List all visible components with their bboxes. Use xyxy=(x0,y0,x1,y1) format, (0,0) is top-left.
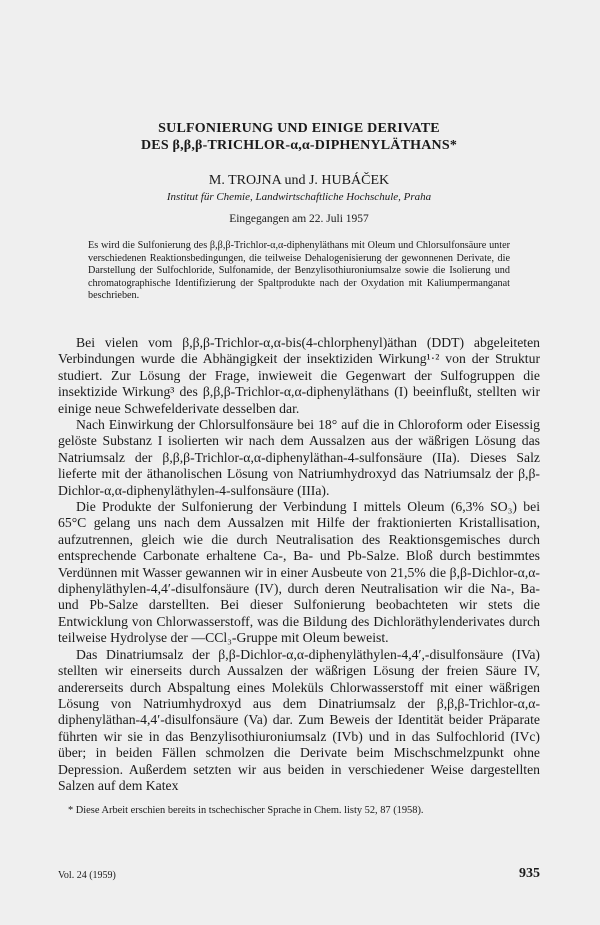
volume-label: Vol. 24 (1959) xyxy=(58,870,116,881)
article-title xyxy=(58,120,540,154)
title-line-1: SULFONIERUNG UND EINIGE DERIVATE xyxy=(158,121,440,136)
received-date: Eingegangen am 22. Juli 1957 xyxy=(229,213,369,225)
paragraph-1: Bei vielen vom β,β,β-Trichlor-α,α-bis(4-chlorphenyl)äthan (DDT) abgeleiteten Verbindungen wurde die Abhängigkeit der insektiziden Wirkung¹·² von der Struktur studiert. Zur Lösung der Frage, inwieweit die Gegenwart der Sulfogruppen die insektizide Wirkung³ des β,β,β-Trichlor-α,α-diphenyläthans (I) beeinflußt, stellten wir einige neue Schwefelderivate desselben dar. xyxy=(58,334,540,416)
article-page xyxy=(58,120,540,817)
page-footer xyxy=(58,866,540,886)
body-text xyxy=(58,335,540,794)
paragraph-4: Das Dinatriumsalz der β,β-Dichlor-α,α-diphenyläthylen-4,4′,-disulfonsäure (IVa) stellten wir einerseits durch Aussalzen der wäßrigen Lösung der freien Säure IV, andererseits durch Abspaltung eines Moleküls Chlorwasserstoff mit einer wäßrigen Lösung von Natriumhydroxyd aus dem Dinatriumsalz der β,β,β-Trichlor-α,α-diphenyläthan-4,4′-disulfonsäure (Va) dar. Zum Beweis der Identität beider Präparate führten wir sie in das Benzylisothiuroniumsalz (IVb) und in das Sulfochlorid (IVc) über; in beiden Fällen schmolzen die Derivate beim Mischschmelzpunkt ohne Depression. Außerdem setzten wir aus beiden in verschiedener Weise dargestellten Salzen auf dem Katex xyxy=(58,646,540,793)
abstract: Es wird die Sulfonierung des β,β,β-Trichlor-α,α-diphenyläthans mit Oleum und Chlorsulfonsäure unter verschiedenen Reaktionsbedingungen, die teilweise Dehalogenisierung der gewonnenen Derivate, die Darstellung der Sulfochloride, Sulfonamide, der Benzylisothiuroniumsalze sowie die Isolierung und chromatographische Identifizierung der Spaltprodukte nach der Oxydation mit Kaliumpermanganat beschrieben. xyxy=(88,240,510,302)
paragraph-3: Die Produkte der Sulfonierung der Verbindung I mittels Oleum (6,3% SO₃) bei 65°C gelang uns nach dem Aussalzen mit Hilfe der fraktionierten Kristallisation, aufzutrennen, gleich wie die durch Neutralisation des Reaktionsgemisches durch entsprechende Carbonate erhaltene Ca-, Ba- und Pb-Salze. Bloß durch bestimmtes Verdünnen mit Wasser gewannen wir in einer Ausbeute von 21,5% die β,β-Dichlor-α,α-diphenyläthylen-4,4′-disulfonsäure (IV), durch deren Neutralisation wir die Na-, Ba- und Pb-Salze darstellten. Bei dieser Sulfonierung beobachteten wir stets die Entwicklung von Chlorwasserstoff, was die Bildung des Dichloräthylenderivates durch teilweise Hydrolyse der —CCl₃-Gruppe mit Oleum beweist. xyxy=(58,499,540,646)
paragraph-2: Nach Einwirkung der Chlorsulfonsäure bei 18° auf die in Chloroform oder Eisessig gelöste Substanz I isolierten wir nach dem Aussalzen aus der wäßrigen Lösung das Natriumsalz der β,β,β-Trichlor-α,α-diphenyläthan-4-sulfonsäure (IIa). Dieses Salz lieferte mit der äthanolischen Lösung von Natriumhydroxyd das Natriumsalz der β,β-Dichlor-α,α-diphenyläthylen-4-sulfonsäure (IIIa). xyxy=(58,417,540,498)
authors: M. TROJNA und J. HUBÁČEK xyxy=(208,173,390,188)
footnote: * Diese Arbeit erschien bereits in tschechischer Sprache in Chem. listy 52, 87 (1958). xyxy=(68,805,424,817)
page-number: 935 xyxy=(519,866,540,881)
institute: Institut für Chemie, Landwirtschaftliche Hochschule, Praha xyxy=(166,191,432,203)
title-line-2: DES β,β,β-TRICHLOR-α,α-DIPHENYLÄTHANS* xyxy=(140,138,458,153)
